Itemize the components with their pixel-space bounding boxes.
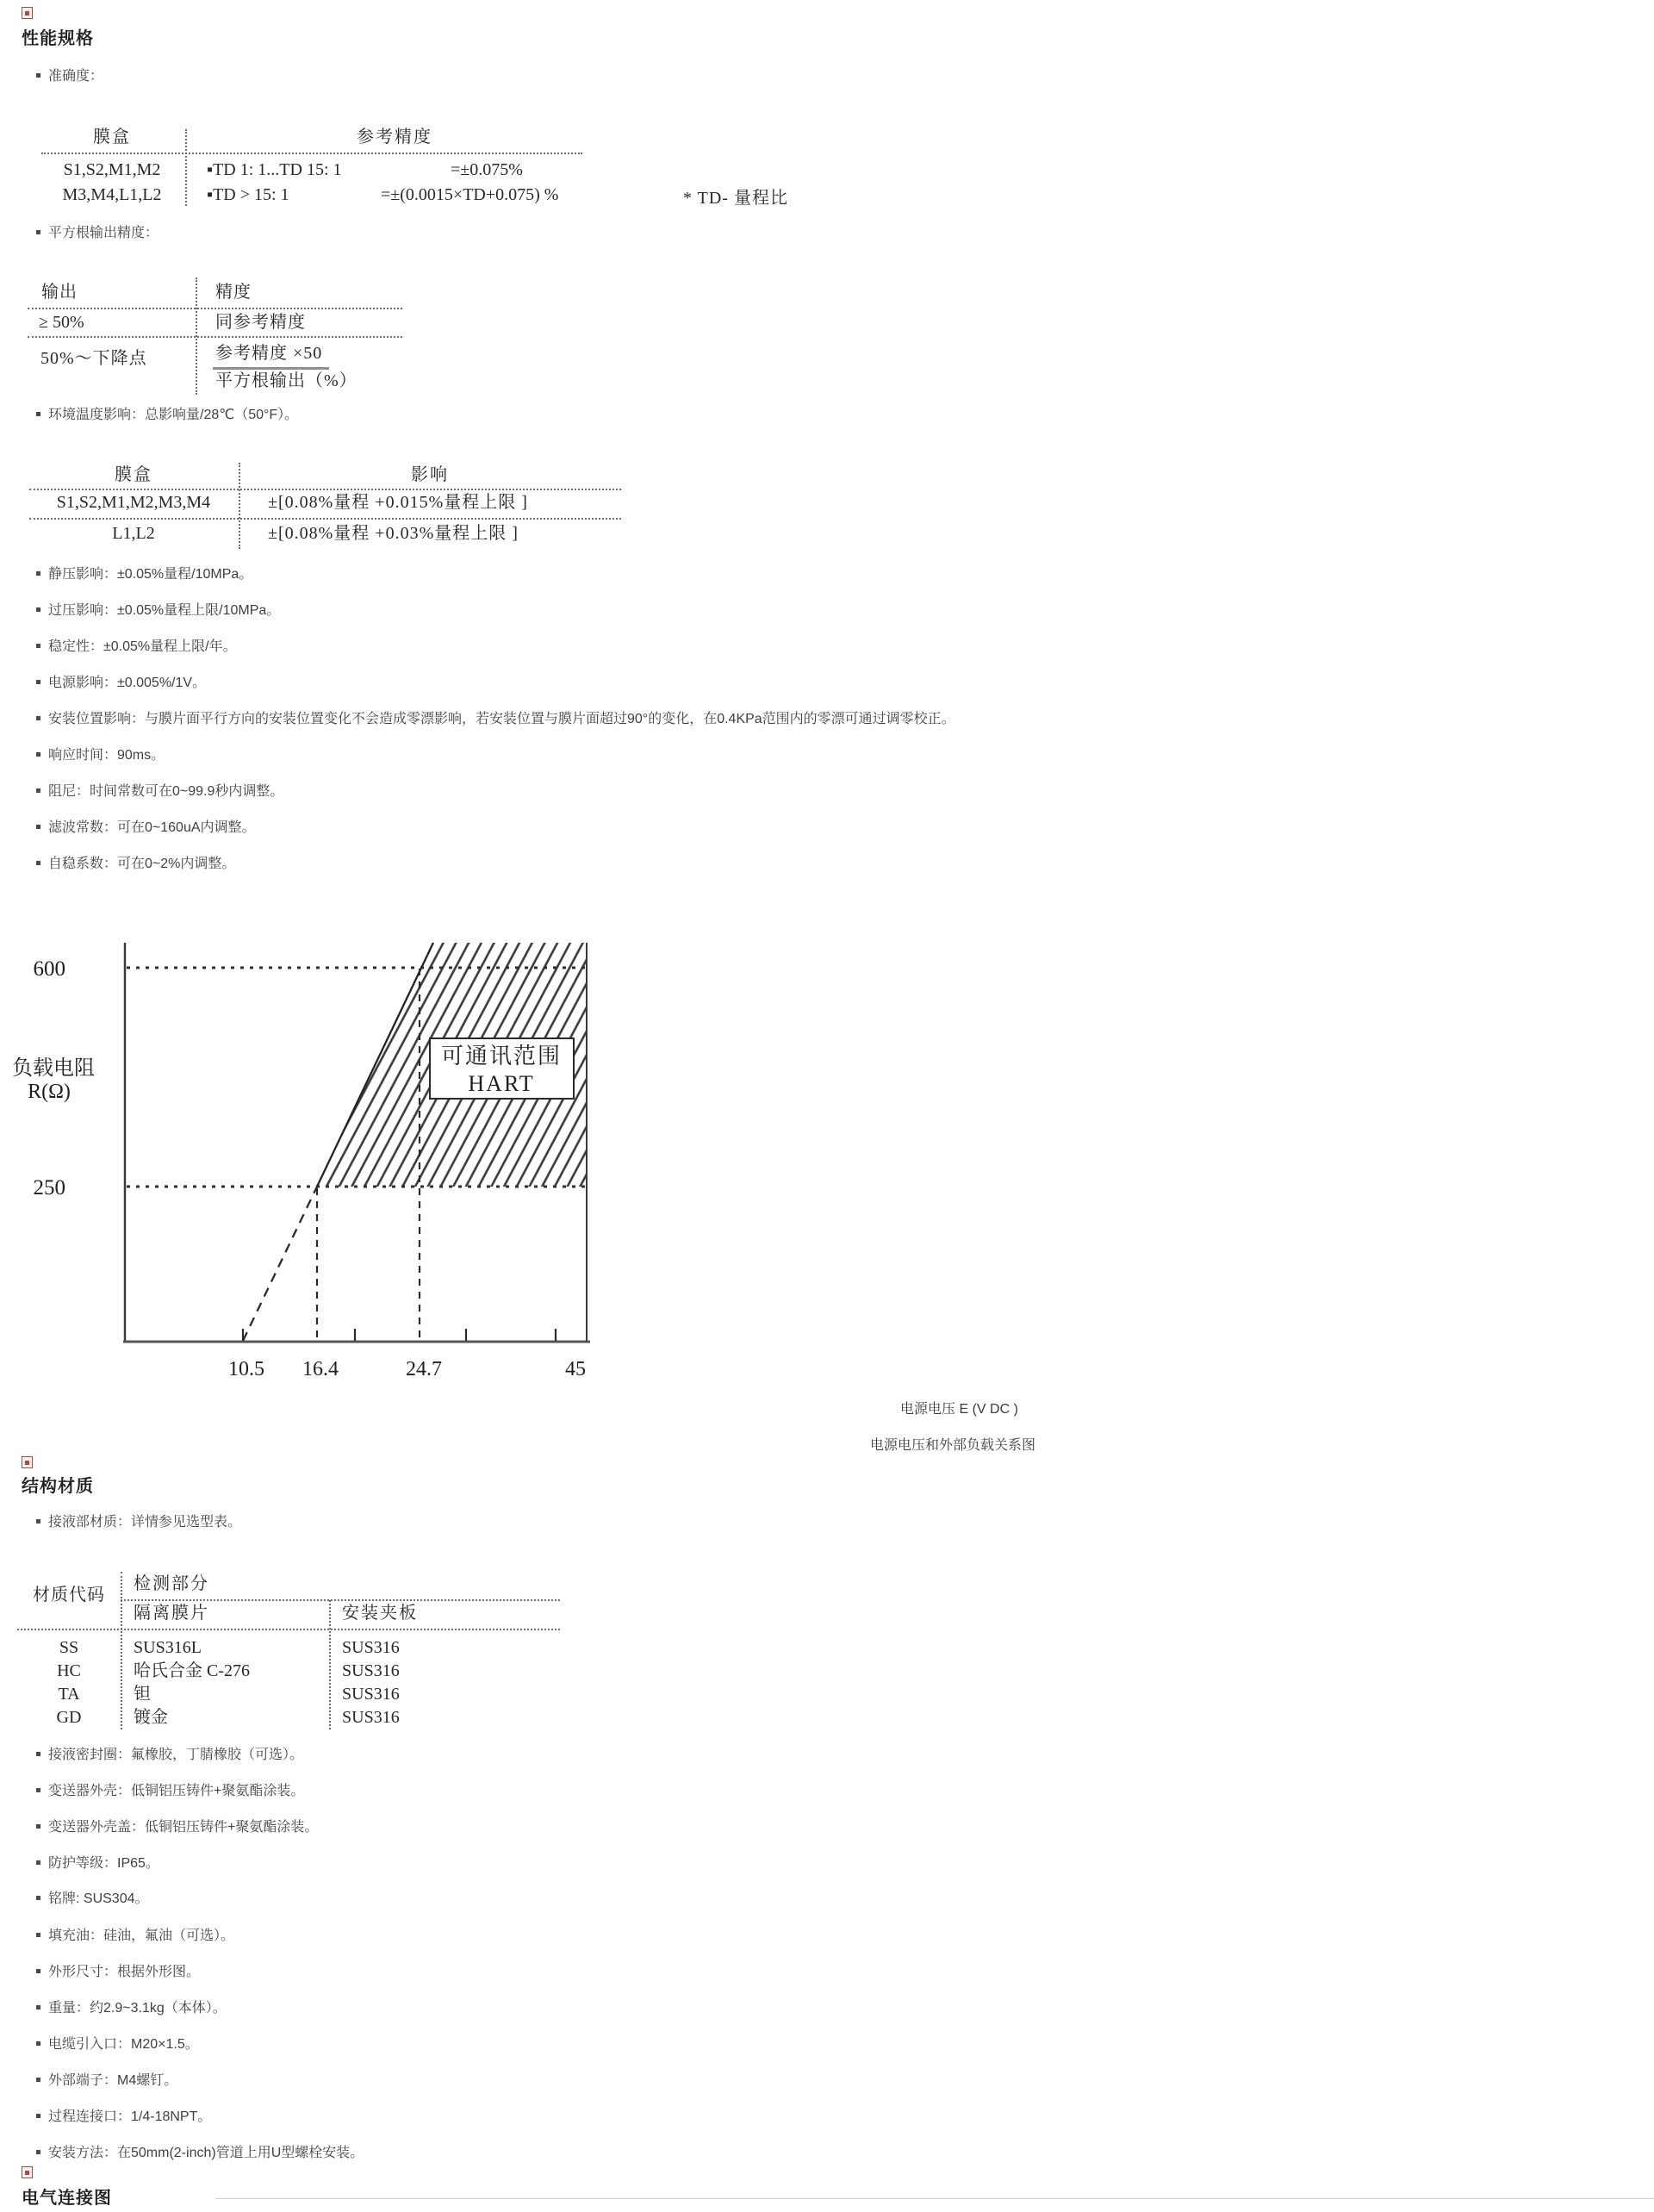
accuracy-table-col2-header: 参考精度 [357, 128, 432, 146]
materials-divider-2 [329, 1600, 331, 1729]
sqrt-row-output: 50%～下降点 [40, 349, 147, 368]
material-code: TA [58, 1685, 80, 1704]
load-line-dashed-segment [243, 1187, 317, 1341]
load-resistance-chart [0, 931, 655, 1387]
material-diaphragm: 镀金 [134, 1708, 168, 1727]
material-diaphragm: 钽 [134, 1685, 151, 1704]
hart-label-line2: HART [468, 1071, 535, 1096]
material-code: SS [59, 1638, 79, 1657]
x-tick-label-45: 45 [565, 1358, 586, 1380]
materials-sub-header-diaphragm: 隔离膜片 [134, 1604, 209, 1623]
materials-sub-header-clamp: 安装夹板 [342, 1604, 418, 1623]
bullet-ambient-temp: 环境温度影响：总影响量/28℃（50°F）。 [34, 403, 298, 423]
y-axis-title-line1: 负载电阻 [12, 1057, 95, 1080]
section-title-electrical: 电气连接图 [22, 2189, 112, 2208]
spec-bullet: 安装位置影响：与膜片面平行方向的安装位置变化不会造成零漂影响，若安装位置与膜片面超过90°的变化，在0.4KPa范围内的零漂可通过调零校正。 [34, 707, 955, 727]
material-diaphragm: 哈氏合金 C-276 [134, 1661, 250, 1680]
accuracy-row-value: =±(0.0015×TD+0.075) % [381, 185, 559, 204]
material-bullet: 重量：约2.9~3.1kg（本体）。 [34, 1997, 227, 2016]
sqrt-fraction-denominator: 平方根输出（%） [215, 371, 358, 390]
x-axis-title: 电源电压 E (V DC ) [900, 1402, 1018, 1417]
accuracy-row-membrane: S1,S2,M1,M2 [63, 160, 161, 179]
material-bullet: 填充油：硅油，氟油（可选）。 [34, 1924, 234, 1944]
accuracy-row-condition: ▪TD > 15: 1 [207, 185, 289, 204]
sqrt-row-output: ≥ 50% [39, 313, 84, 332]
material-bullet: 变送器外壳：低铜铝压铸件+聚氨酯涂装。 [34, 1779, 304, 1799]
y-axis-title-line2: R(Ω) [28, 1081, 71, 1103]
influence-row-value: ±[0.08%量程 +0.015%量程上限 ] [268, 493, 528, 512]
section-marker-icon [22, 2166, 33, 2178]
spec-bullet: 电源影响：±0.005%/1V。 [34, 671, 206, 691]
material-bullet: 电缆引入口：M20×1.5。 [34, 2033, 199, 2053]
spec-bullet: 阻尼：时间常数可在0~99.9秒内调整。 [34, 780, 283, 800]
bullet-sqrt-accuracy: 平方根输出精度： [34, 221, 159, 241]
material-clamp: SUS316 [342, 1685, 400, 1704]
influence-table-rule [29, 518, 621, 520]
material-bullet: 安装方法：在50mm(2-inch)管道上用U型螺栓安装。 [34, 2141, 364, 2161]
bullet-wetted-material: 接液部材质：详情参见选型表。 [34, 1511, 241, 1530]
accuracy-table-divider [185, 129, 187, 206]
material-bullet: 变送器外壳盖：低铜铝压铸件+聚氨酯涂装。 [34, 1816, 318, 1835]
spec-bullet: 自稳系数：可在0~2%内调整。 [34, 852, 235, 872]
accuracy-row-value: =±0.075% [451, 160, 523, 179]
accuracy-row-condition: ▪TD 1: 1...TD 15: 1 [207, 160, 342, 179]
influence-table-rule [29, 489, 621, 490]
sqrt-row-accuracy: 同参考精度 [215, 313, 306, 332]
chart-caption: 电源电压和外部负载关系图 [870, 1438, 1036, 1453]
section-marker-icon [22, 7, 33, 19]
spec-bullet: 滤波常数：可在0~160uA内调整。 [34, 816, 256, 836]
influence-row-value: ±[0.08%量程 +0.03%量程上限 ] [268, 524, 519, 543]
material-bullet: 接液密封圈：氟橡胶，丁腈橡胶（可选）。 [34, 1743, 303, 1763]
sqrt-fraction-numerator: 参考精度 ×50 [215, 344, 323, 363]
material-bullet: 过程连接口：1/4-18NPT。 [34, 2105, 211, 2125]
accuracy-table-note: * TD- 量程比 [683, 189, 788, 208]
accuracy-row-membrane: M3,M4,L1,L2 [62, 185, 162, 204]
x-tick-label-24.7: 24.7 [406, 1358, 442, 1380]
sqrt-table-rule [28, 308, 402, 309]
y-tick-label-250: 250 [33, 1176, 65, 1199]
hart-label-line1: 可通讯范围 [440, 1044, 563, 1069]
materials-subheader-rule [121, 1599, 560, 1601]
y-tick-label-600: 600 [33, 957, 65, 981]
spec-bullet: 静压影响：±0.05%量程/10MPa。 [34, 563, 252, 583]
materials-col1-header: 材质代码 [33, 1586, 105, 1604]
material-clamp: SUS316 [342, 1638, 400, 1657]
material-clamp: SUS316 [342, 1708, 400, 1727]
material-code: HC [57, 1661, 81, 1680]
section-marker-icon [22, 1456, 33, 1468]
material-bullet: 铭牌: SUS304。 [34, 1887, 149, 1907]
influence-table-col1-header: 膜盒 [115, 465, 152, 484]
material-bullet: 外部端子：M4螺钉。 [34, 2069, 177, 2089]
accuracy-table-col1-header: 膜盒 [93, 128, 131, 146]
spec-bullet: 过压影响：±0.05%量程上限/10MPa。 [34, 599, 280, 619]
spec-bullet: 稳定性：±0.05%量程上限/年。 [34, 635, 237, 655]
influence-row-membrane: S1,S2,M1,M2,M3,M4 [56, 493, 211, 512]
materials-group-header: 检测部分 [134, 1574, 209, 1593]
section-title-materials: 结构材质 [22, 1477, 94, 1496]
sqrt-table-rule [28, 336, 402, 338]
x-tick-label-10.5: 10.5 [228, 1358, 264, 1380]
material-bullet: 防护等级：IP65。 [34, 1852, 159, 1872]
accuracy-table-rule [41, 153, 582, 154]
influence-row-membrane: L1,L2 [112, 524, 155, 543]
x-tick-label-16.4: 16.4 [302, 1358, 339, 1380]
materials-divider-1 [121, 1572, 122, 1729]
sqrt-table-col1-header: 输出 [41, 283, 78, 302]
sqrt-table-col2-header: 精度 [215, 283, 252, 302]
influence-table-divider [239, 463, 240, 549]
spec-bullet: 响应时间：90ms。 [34, 744, 165, 763]
sqrt-fraction-bar [213, 367, 329, 370]
section-divider-rule [215, 2198, 1654, 2199]
material-clamp: SUS316 [342, 1661, 400, 1680]
influence-table-col2-header: 影响 [411, 465, 449, 484]
material-code: GD [56, 1708, 82, 1727]
section-title-performance: 性能规格 [22, 29, 94, 48]
materials-header-rule [17, 1629, 560, 1630]
material-bullet: 外形尺寸：根据外形图。 [34, 1960, 200, 1980]
bullet-accuracy: 准确度： [34, 65, 103, 84]
material-diaphragm: SUS316L [134, 1638, 202, 1657]
